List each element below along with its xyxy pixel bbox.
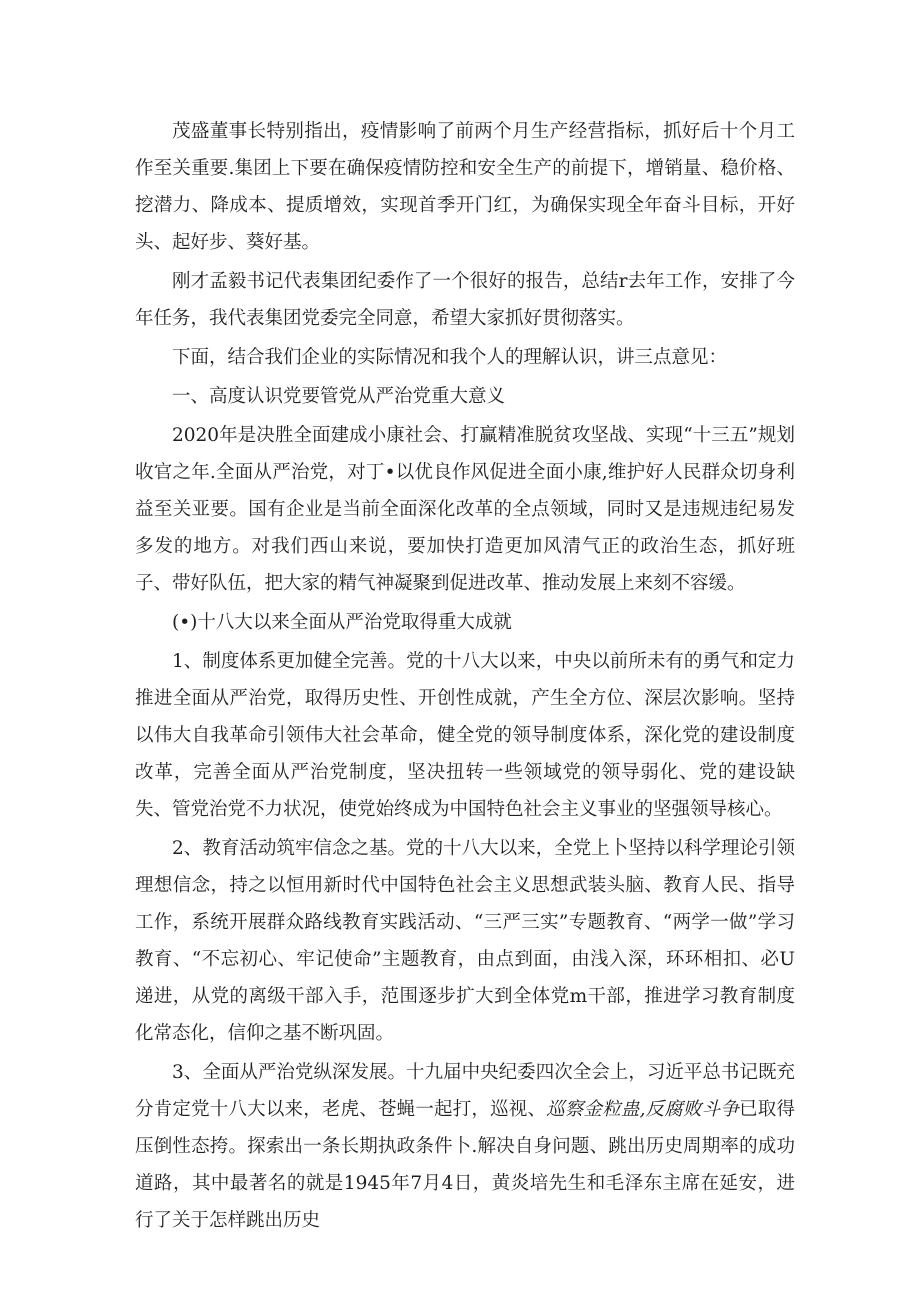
paragraph-text-after: 已取得压倒性态挎。探索出一条长期执政条件卜.解决自身问题、跳出历史周期率的成功道路，其中最著名的就是1945年7月4日，黄炎培先生和毛泽东主席在延安，进行了关于怎样跳出历史 <box>135 1099 795 1231</box>
paragraph-education-activities: 2、教育活动筑牢信念之基。党的十八大以来，全党上卜坚持以科学理论引领理想信念，持之以恒用新时代中国特色社会主义思想武装头脑、教育人民、指导工作，系统开展群众路线教育实践活动、“三严三实”专题教育、“两学一做”学习教育、“不忘初心、牢记使命”主题教育，由点到面，由浅入深，环环相扣、必U递进，从党的离级干部入手，范围逐步扩大到全体党m干部，推进学习教育制度化常态化，信仰之基不断巩固。 <box>135 838 795 1044</box>
paragraph-text-before: 3、全面从严治党纵深发展。十九届中央纪委四次全会上，习近平总书记既充分肯定党十八大以来，老虎、苍蝇一起打，巡视、 <box>135 1062 795 1120</box>
paragraph-deepening-governance <box>135 1054 795 1239</box>
paragraph-three-points-intro: 下面，结合我们企业的实际情况和我个人的理解认识，讲三点意见： <box>172 347 728 368</box>
paragraph-2020-significance: 2020年是决胜全面建成小康社会、打赢精准脱贫攻坚战、实现“十三五”规划收官之年.全面从严治党，对丁•以优良作风促进全面小康,维护好人民群众切身利益至关亚要。国有企业是当前全面深化改革的全点领域，同时又是违规违纪易发多发的地方。对我们西山来说，要加快打造更加风清气正的政治生态，抓好班子、带好队伍，把大家的精气神凝聚到促进改革、推动发展上来刻不容缓。 <box>135 425 795 594</box>
section-heading-1: 一、高度认识党要管党从严治党重大意义 <box>172 386 506 407</box>
paragraph-text-italic: 巡察金粒蛊,反腐败斗争 <box>546 1099 740 1120</box>
document-body <box>135 113 795 1239</box>
paragraph-chairman-remarks: 茂盛董事长特别指出，疫情影响了前两个月生产经营指标，抓好后十个月工作至关重要.集团上下要在确保疫情防控和安全生产的前提下，增销量、稳价格、挖潜力、降成本、提质增效，实现首季开门红，为确保实现全年奋斗目标，开好头、起好步、葵好基。 <box>135 121 795 253</box>
paragraph-discipline-report: 刚才孟毅书记代表集团纪委作了一个很好的报告，总结r去年工作，安排了今年任务，我代表集团党委完全同意，希望大家抓好贯彻落实。 <box>135 271 795 329</box>
paragraph-institutional-system: 1、制度体系更加健全完善。党的十八大以来，中央以前所未有的勇气和定力推进全面从严治党，取得历史性、开创性成就，产生全方位、深层次影响。坚持以伟大自我革命引领伟大社会革命，健全党的领导制度体系，深化党的建设制度改革，完善全面从严治党制度，坚决扭转一些领域党的领导弱化、党的建设缺失、管党治党不力状况，使党始终成为中国特色社会主义事业的坚强领导核心。 <box>135 651 795 820</box>
subsection-heading-1: (•)十八大以来全面从严治党取得重大成就 <box>172 612 512 633</box>
